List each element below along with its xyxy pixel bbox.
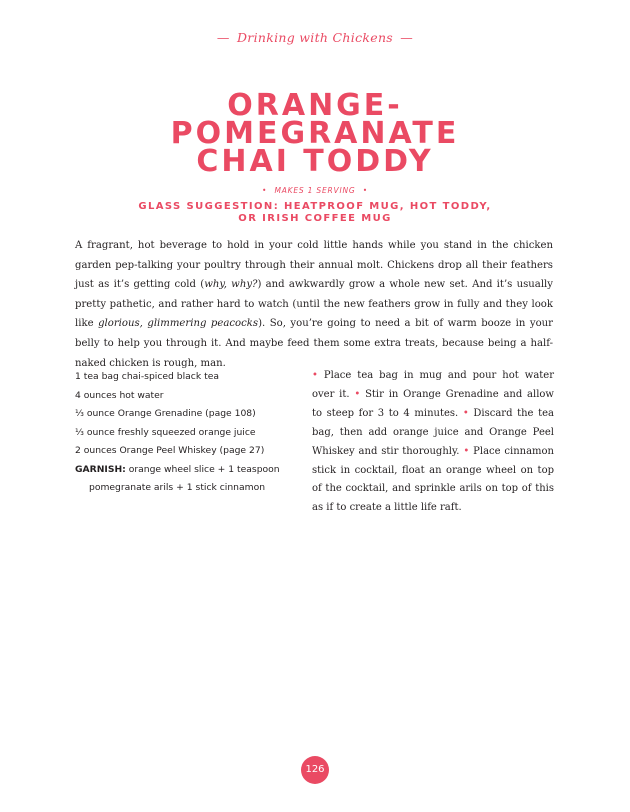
glass-suggestion bbox=[0, 201, 630, 225]
direction-step: Place tea bag in mug and pour hot water over it. bbox=[312, 370, 554, 400]
intro-emphasis-1: why, why? bbox=[204, 279, 258, 291]
step-bullet: • bbox=[462, 407, 469, 419]
page-number-badge bbox=[301, 756, 329, 784]
page-number: 126 bbox=[305, 764, 325, 775]
serving-size: • MAKES 1 SERVING • bbox=[262, 186, 368, 195]
step-bullet: • bbox=[312, 370, 318, 381]
recipe-title bbox=[0, 88, 630, 179]
step-bullet: • bbox=[463, 445, 470, 457]
title-line-3: CHAI TODDY bbox=[196, 144, 434, 179]
step-bullet: • bbox=[354, 388, 361, 400]
ingredients-list bbox=[75, 368, 305, 498]
ingredient-item: 4 ounces hot water bbox=[75, 389, 164, 401]
garnish-line: GARNISH: orange wheel slice + 1 teaspoon bbox=[75, 463, 280, 475]
glass-line-2: OR IRISH COFFEE MUG bbox=[238, 213, 392, 224]
garnish-label: GARNISH: bbox=[75, 463, 126, 475]
direction-step: Place cinnamon stick in cocktail, float an orange wheel on top of the cocktail, and sprinkle arils on top of this as if to create a little life raft. bbox=[312, 445, 555, 514]
ingredient-item: 1 tea bag chai-spiced black tea bbox=[75, 371, 219, 382]
serving-size-text: MAKES 1 SERVING bbox=[274, 186, 356, 195]
running-head-text: Drinking with Chickens bbox=[236, 30, 394, 45]
title-line-2: POMEGRANATE bbox=[170, 116, 460, 151]
directions bbox=[312, 367, 554, 518]
glass-line-1: GLASS SUGGESTION: HEATPROOF MUG, HOT TODDY, bbox=[138, 201, 492, 212]
garnish-line-2: pomegranate arils + 1 stick cinnamon bbox=[89, 482, 266, 493]
running-head: — Drinking with Chickens — bbox=[216, 30, 414, 45]
direction-step: Stir in Orange Grenadine and allow to steep for 3 to 4 minutes. bbox=[312, 388, 554, 419]
ingredient-item: 2 ounces Orange Peel Whiskey (page 27) bbox=[75, 445, 265, 456]
ingredient-item: ⅓ ounce freshly squeezed orange juice bbox=[75, 426, 256, 438]
direction-step: Discard the tea bag, then add orange juice and Orange Peel Whiskey and stir thoroughly. bbox=[312, 407, 554, 457]
ingredient-item: ⅓ ounce Orange Grenadine (page 108) bbox=[75, 408, 256, 419]
title-line-1: ORANGE- bbox=[227, 88, 403, 123]
intro-emphasis-2: glorious, glimmering peacocks bbox=[98, 318, 259, 330]
intro-paragraph: A fragrant, hot beverage to hold in your cold little hands while you stand in the chicken garden pep-talking your poultry through their annual molt. Chickens drop all their feathers just as it’s getting cold (why, why?) and awkwardly grow a whole new set. And it’s usually pretty pathetic, and rather hard to watch (until the new feathers grow in fully and they look like glorious, glimmering peacocks). So, you’re going to need a bit of warm booze in your belly to help you through it. And maybe feed them some extra treats, because being a half-naked chicken is rough, man. bbox=[75, 240, 553, 369]
